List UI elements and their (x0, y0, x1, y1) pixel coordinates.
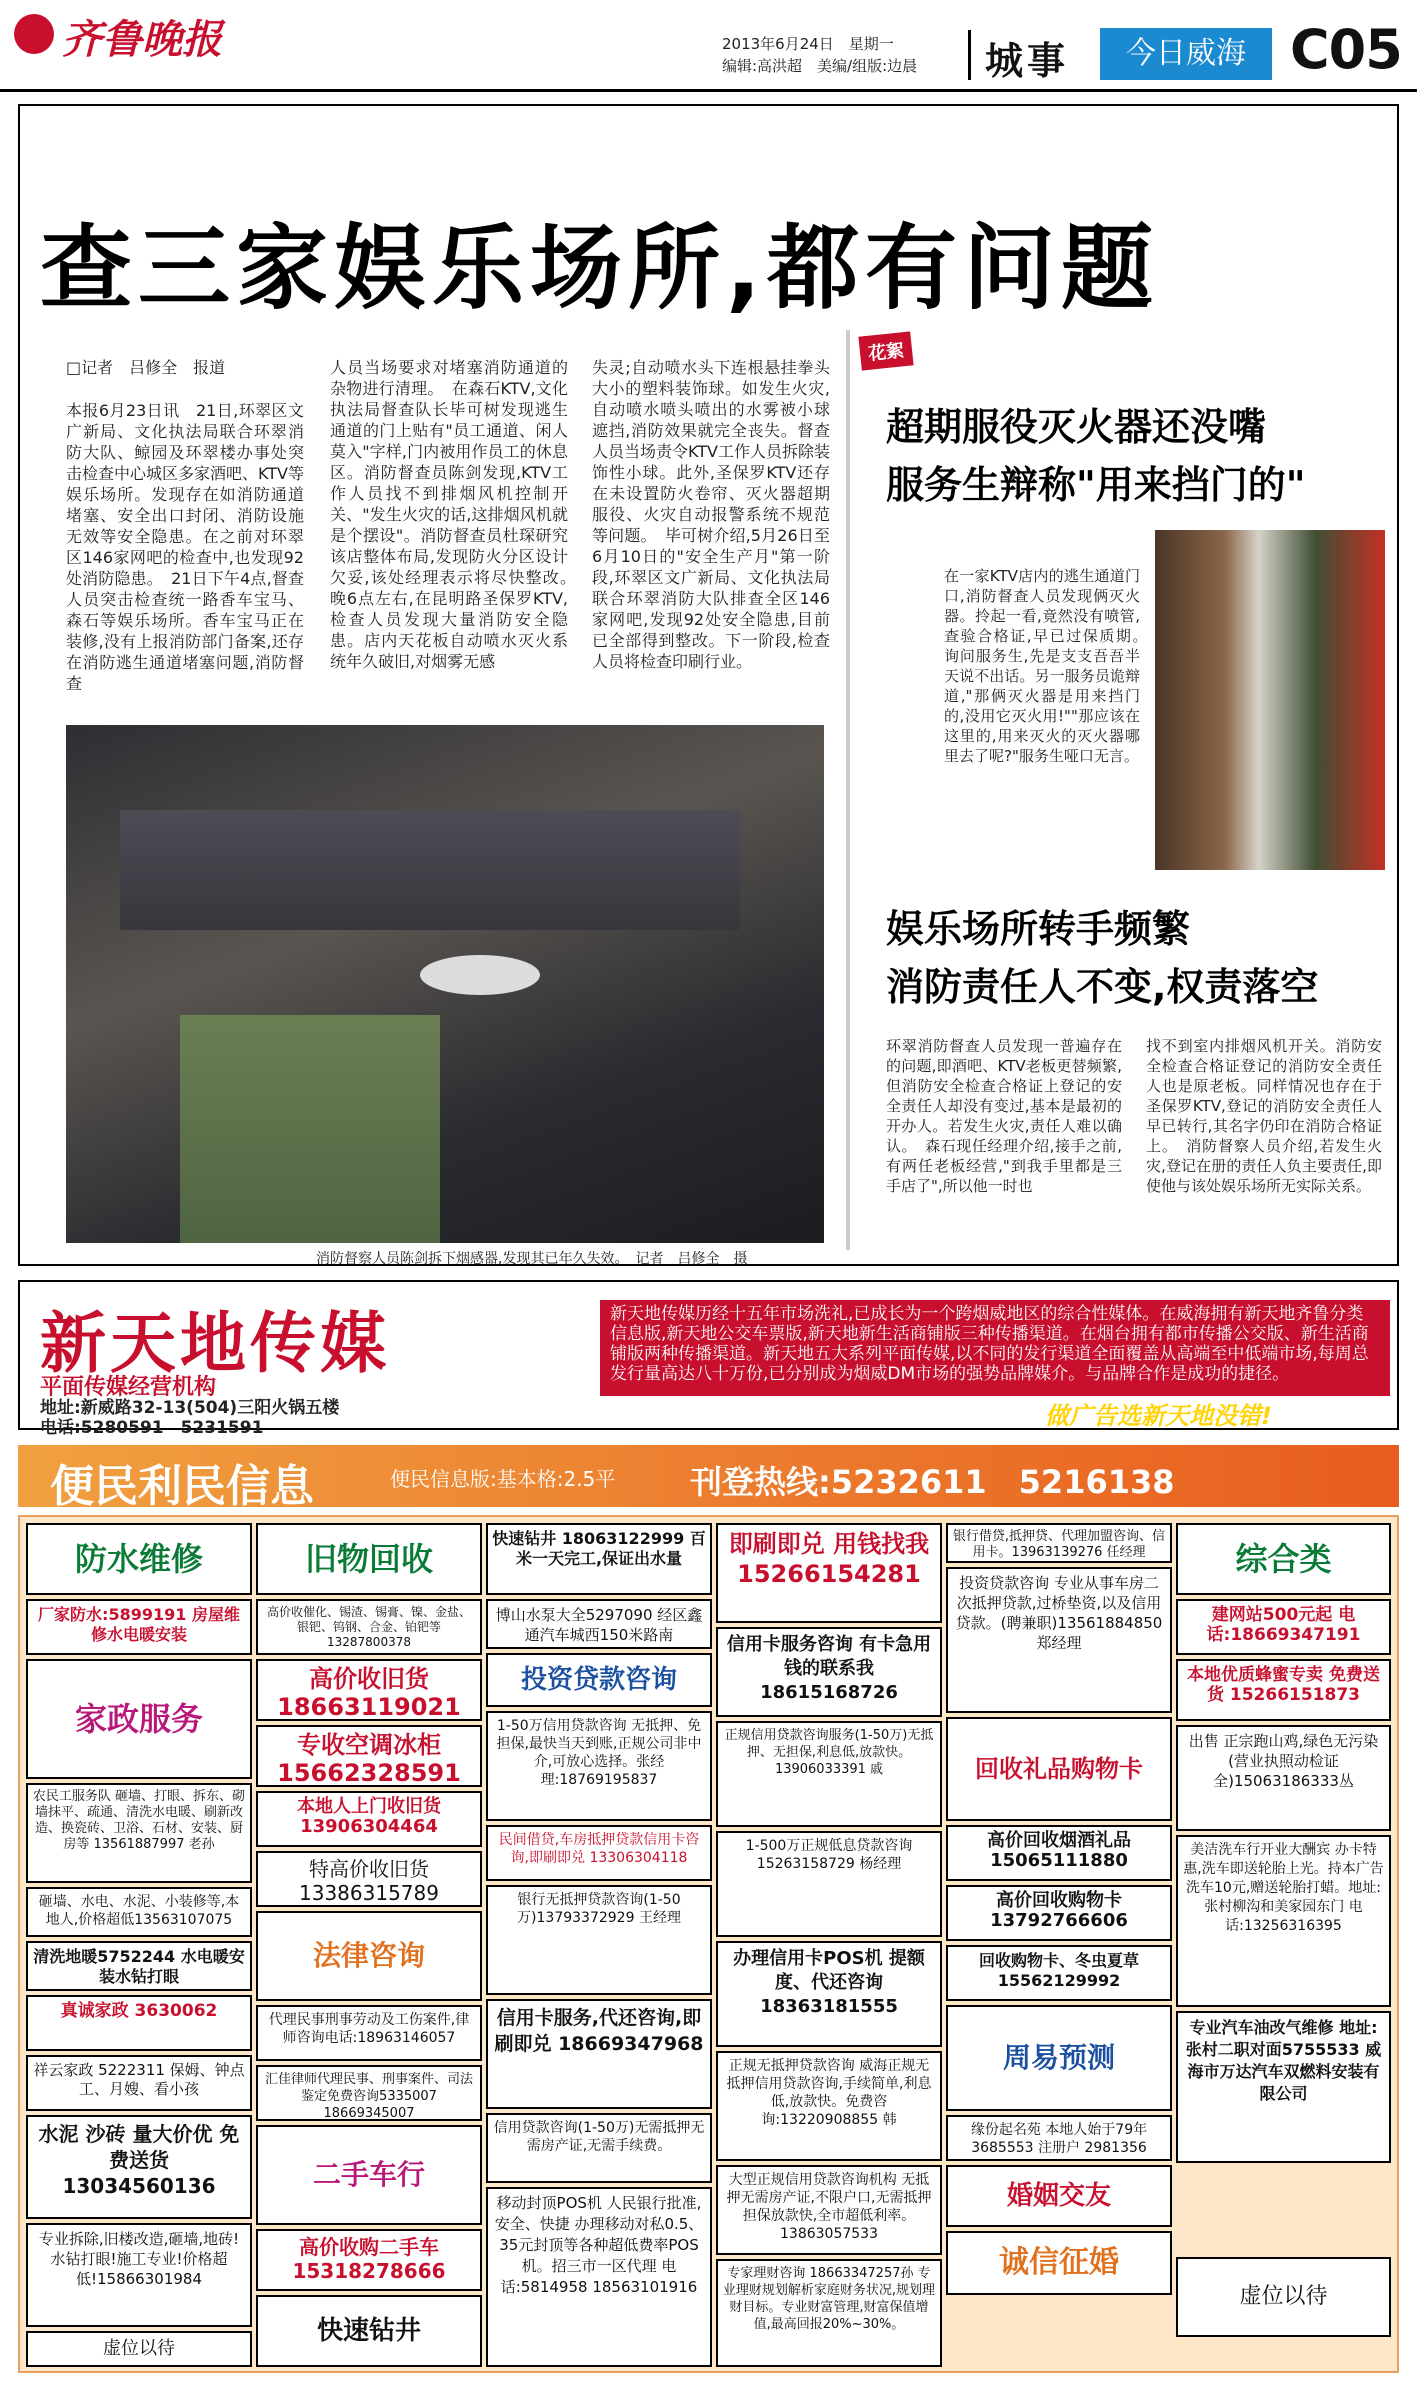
story-column-1: 本报6月23日讯 21日,环翠区文广新局、文化执法局联合环翠消防大队、鲸园及环翠楼办事处突击检查中心城区多家酒吧、KTV等娱乐场所。发现存在如消防通道堵塞、安全出口封闭、消防设施无效等安全隐患。在之前对环翠区146家网吧的检查中,也发现92处消防隐患。 21日下午4点,督查人员突击检查统一路香车宝马、森石等娱乐场所。香车宝马正在装修,没有上报消防部门备案,还存在消防逃生通道堵塞问题,消防督查 (66, 401, 304, 693)
ad-cell: 本地人上门收旧货 13906304464 (256, 1791, 482, 1847)
ad-cell: 真诚家政 3630062 (26, 1995, 252, 2051)
ad-address: 地址:新威路32-13(504)三阳火锅五楼 (40, 1398, 340, 1418)
classifieds-hotline: 刊登热线:5232611 5216138 (690, 1463, 1175, 1501)
ad-cell: 高价收购二手车 15318278666 (256, 2229, 482, 2291)
subhead-2-line-2: 消防责任人不变,权责落空 (886, 965, 1319, 1009)
byline: □记者 吕修全 报道 (66, 358, 226, 377)
ad-cell: 虚位以待 (26, 2331, 252, 2367)
ad-cell: 美洁洗车行开业大酬宾 办卡特惠,洗车即送轮胎上光。持本广告洗车10元,赠送轮胎打蜡。地址:张村柳沟和美家园东门 电话:13256316395 (1176, 1835, 1391, 2007)
page-number: C05 (1290, 18, 1402, 81)
paper-name: 齐鲁晚报 (62, 16, 222, 63)
editor-line: 编辑:高洪超 美编/组版:边晨 (722, 57, 918, 75)
ad-cell: 投资贷款咨询 (486, 1653, 712, 1707)
photo-smoke-detector (420, 955, 540, 995)
ad-cell: 祥云家政 5222311 保姆、钟点工、月嫂、看小孩 (26, 2055, 252, 2111)
ad-cell: 虚位以待 (1176, 2257, 1391, 2337)
story-column-3: 失灵;自动喷水头下连根悬挂拳头大小的塑料装饰球。如发生火灾,自动喷水喷头喷出的水雾被小球遮挡,消防效果就完全丧失。督查人员当场责令KTV工作人员拆除装饰性小球。此外,圣保罗KTV还存在未设置防火卷帘、灭火器超期服役、火灾自动报警系统不规范等问题。 毕可树介绍,5月26日至6月10日的"安全生产月"第一阶段,环翠区文广新局、文化执法局联合环翠消防大队排查全区146家网吧,发现92处安全隐患,目前已全部得到整改。下一阶段,检查人员将检查印刷行业。 (592, 358, 830, 671)
ad-cell: 专家理财咨询 18663347257孙 专业理财规划解析家庭财务状况,规划理财目标。专业财富管理,财富保值增值,最高回报20%~30%。 (716, 2259, 942, 2367)
ad-cell: 出售 正宗跑山鸡,绿色无污染(营业执照动检证全)15063186333丛 (1176, 1725, 1391, 1831)
kicker-label: 花絮 (858, 331, 913, 370)
paper-logo-icon (14, 14, 54, 54)
classifieds-grid (18, 1515, 1399, 2373)
section-name: 城事 (985, 39, 1070, 83)
date-line: 2013年6月24日 星期一 (722, 35, 894, 53)
ad-cell: 高价回收购物卡 13792766606 (946, 1885, 1172, 1941)
subhead-1-line-1: 超期服役灭火器还没嘴 (886, 405, 1267, 449)
ad-cell: 即刷即兑 用钱找我 15266154281 (716, 1523, 942, 1623)
section-tag: 今日威海 (1100, 28, 1272, 80)
ad-cell: 高价收催化、锡渣、锡膏、镍、金盐、银钯、钨钢、合金、铂钯等 13287800378 (256, 1599, 482, 1655)
ad-cell: 民间借贷,车房抵押贷款信用卡咨询,即刷即兑 13306304118 (486, 1825, 712, 1881)
photo-ceiling-panel (120, 810, 740, 930)
ad-cell: 高价收旧货 18663119021 (256, 1659, 482, 1721)
ad-cell: 银行借贷,抵押贷、代理加盟咨询、信用卡。13963139276 任经理 (946, 1523, 1172, 1563)
ad-cell: 清洗地暖5752244 水电暖安装水钻打眼 (26, 1941, 252, 1991)
ad-cell: 专收空调冰柜 15662328591 (256, 1725, 482, 1787)
ad-subtitle: 平面传媒经营机构 (40, 1375, 217, 1400)
classifieds-subtitle: 便民信息版:基本格:2.5平 (390, 1467, 616, 1491)
ad-slogan: 做广告选新天地没错! (1045, 1402, 1272, 1430)
sub-story-1-text: 在一家KTV店内的逃生通道门口,消防督查人员发现俩灭火器。拎起一看,竟然没有喷管,查验合格证,早已过保质期。 询问服务生,先是支支吾吾半天说不出话。另一服务员诡辩道,"那俩灭火器是用来挡门的,没用它灭火用!""那应该在这里的,用来灭火的灭火器哪里去了呢?"服务生哑口无言。 (944, 567, 1156, 765)
ad-cell: 厂家防水:5899191 房屋维修水电暖安装 (26, 1599, 252, 1655)
ad-cell: 二手车行 (256, 2125, 482, 2225)
ad-cell: 诚信征婚 (946, 2231, 1172, 2295)
ad-cell: 正规信用贷款咨询服务(1-50万)无抵押、无担保,利息低,放款快。13906033391 戚 (716, 1721, 942, 1827)
subhead-2-line-1: 娱乐场所转手频繁 (886, 907, 1191, 951)
story-column-2: 人员当场要求对堵塞消防通道的杂物进行清理。 在森石KTV,文化执法局督查队长毕可树发现逃生通道的门上贴有"员工通道、闲人莫入"字样,门内被用作员工的休息区。消防督查员陈剑发现,KTV工作人员找不到排烟风机控制开关、"发生火灾的话,这排烟风机就是个摆设"。消防督查员杜琛研究该店整体布局,发现防火分区设计欠妥,该处经理表示将尽快整改。 晚6点左右,在昆明路圣保罗KTV,检查人员发现大量消防安全隐患。店内天花板自动喷水灭火系统年久破旧,对烟雾无感 (330, 358, 585, 671)
ad-cell: 博山水泵大全5297090 经区鑫通汽车城西150米路南 (486, 1599, 712, 1649)
ad-cell: 正规无抵押贷款咨询 威海正规无抵押信用贷款咨询,手续简单,利息低,放款快。免费咨询:13220908855 韩 (716, 2051, 942, 2161)
ad-phone: 电话:5280591 5231591 (40, 1418, 264, 1438)
ad-cell: 大型正规信用贷款咨询机构 无抵押无需房产证,不限户口,无需抵押担保放款快,全市超低利率。13863057533 (716, 2165, 942, 2255)
subhead-1-line-2: 服务生辩称"用来挡门的" (886, 463, 1306, 507)
photo-fire-extinguishers (1155, 530, 1385, 870)
ad-cell: 家政服务 (26, 1659, 252, 1779)
ad-cell: 专业拆除,旧楼改造,砸墙,地砖!水钻打眼!施工专业!价格超低!15866301984 (26, 2223, 252, 2327)
ad-cell: 快速钻井 (256, 2295, 482, 2367)
ad-cell: 回收购物卡、冬虫夏草 15562129992 (946, 1945, 1172, 2001)
ad-cell: 1-50万信用贷款咨询 无抵押、免担保,最快当天到账,正规公司非中介,可放心选择。张经理:18769195837 (486, 1711, 712, 1821)
ad-cell: 办理信用卡POS机 提额度、代还咨询 18363181555 (716, 1941, 942, 2047)
ad-cell: 信用卡服务咨询 有卡急用钱的联系我 18615168726 (716, 1627, 942, 1717)
ad-cell: 旧物回收 (256, 1523, 482, 1595)
ad-cell: 防水维修 (26, 1523, 252, 1595)
sub-story-2-column-2: 找不到室内排烟风机开关。消防安全检查合格证登记的消防安全责任人也是原老板。同样情况也存在于圣保罗KTV,登记的消防安全责任人早已转行,其名字仍印在消防合格证上。 消防督察人员介绍,若发生火灾,登记在册的责任人负主要责任,即使他与该处娱乐场所无实际关系。 (1146, 1037, 1382, 1195)
photo-caption: 消防督察人员陈剑拆下烟感器,发现其已年久失效。 记者 吕修全 摄 (316, 1251, 748, 1267)
ad-blurb: 新天地传媒历经十五年市场洗礼,已成长为一个跨烟威地区的综合性媒体。在威海拥有新天地齐鲁分类信息版,新天地公交车票版,新天地新生活商铺版三种传播渠道。在烟台拥有都市传播公交版、新生活商铺版两种传播渠道。新天地五大系列平面传媒,以不同的发行渠道全面覆盖从高端至中低端市场,每周总发行量高达八十万份,已分别成为烟威DM市场的强势品牌媒介。与品牌合作是成功的捷径。 (600, 1300, 1390, 1396)
ad-cell: 砸墙、水电、水泥、小装修等,本地人,价格超低13563107075 (26, 1887, 252, 1937)
ad-cell: 投资贷款咨询 专业从事车房二次抵押贷款,过桥垫资,以及信用贷款。(聘兼职)13561884850 郑经理 (946, 1567, 1172, 1713)
sub-story-2-column-1: 环翠消防督查人员发现一普遍存在的问题,即酒吧、KTV老板更替频繁,但消防安全检查合格证上登记的安全责任人却没有变过,基本是最初的开办人。若发生火灾,责任人难以确认。 森石现任经理介绍,接手之前,有两任老板经营,"到我手里都是三手店了",所以他一时也 (886, 1037, 1122, 1195)
ad-cell: 水泥 沙砖 量大价优 免费送货 13034560136 (26, 2115, 252, 2219)
ad-cell: 回收礼品购物卡 (946, 1717, 1172, 1821)
ad-cell: 快速钻井 18063122999 百米一天完工,保证出水量 (486, 1523, 712, 1595)
ad-cell: 农民工服务队 砸墙、打眼、拆东、砌墙抹平、疏通、清洗水电暖、刷新改造、换瓷砖、卫浴、石材、安装、厨房等 13561887997 老孙 (26, 1783, 252, 1883)
masthead-divider (968, 30, 971, 80)
ad-cell: 缘份起名苑 本地人始于79年 3685553 注册户 2981356 (946, 2115, 1172, 2161)
ad-cell: 信用卡服务,代还咨询,即刷即兑 18669347968 (486, 1999, 712, 2109)
ad-cell: 移动封顶POS机 人民银行批准,安全、快捷 办理移动对私0.5、35元封顶等各种超低费率POS机。招三市一区代理 电话:5814958 18563101916 (486, 2187, 712, 2367)
ad-title: 新天地传媒 (40, 1304, 390, 1382)
ad-cell: 建网站500元起 电话:18669347191 (1176, 1599, 1391, 1655)
ad-cell: 代理民事刑事劳动及工伤案件,律师咨询电话:18963146057 (256, 2005, 482, 2061)
ad-cell: 婚姻交友 (946, 2165, 1172, 2227)
ad-cell: 信用贷款咨询(1-50万)无需抵押无需房产证,无需手续费。 (486, 2113, 712, 2183)
ad-cell: 周易预测 (946, 2005, 1172, 2111)
ad-cell: 1-500万正规低息贷款咨询 15263158729 杨经理 (716, 1831, 942, 1937)
ad-cell: 法律咨询 (256, 1911, 482, 2001)
photo-inspector-figure (180, 1015, 440, 1243)
ad-cell: 专业汽车油改气维修 地址:张村二职对面5755533 威海市万达汽车双燃料安装有限公司 (1176, 2011, 1391, 2163)
classifieds-title: 便民利民信息 (50, 1461, 314, 1512)
ad-cell: 银行无抵押贷款咨询(1-50万)13793372929 王经理 (486, 1885, 712, 1995)
ad-cell: 汇佳律师代理民事、刑事案件、司法鉴定免费咨询5335007 18669345007 (256, 2065, 482, 2121)
ad-cell: 高价回收烟酒礼品 15065111880 (946, 1825, 1172, 1881)
ad-cell: 特高价收旧货 13386315789 (256, 1851, 482, 1907)
ad-cell: 综合类 (1176, 1523, 1391, 1595)
ad-cell: 本地优质蜂蜜专卖 免费送货 15266151873 (1176, 1659, 1391, 1721)
column-rule (846, 330, 850, 1250)
headline: 查三家娱乐场所,都有问题 (40, 215, 1159, 322)
